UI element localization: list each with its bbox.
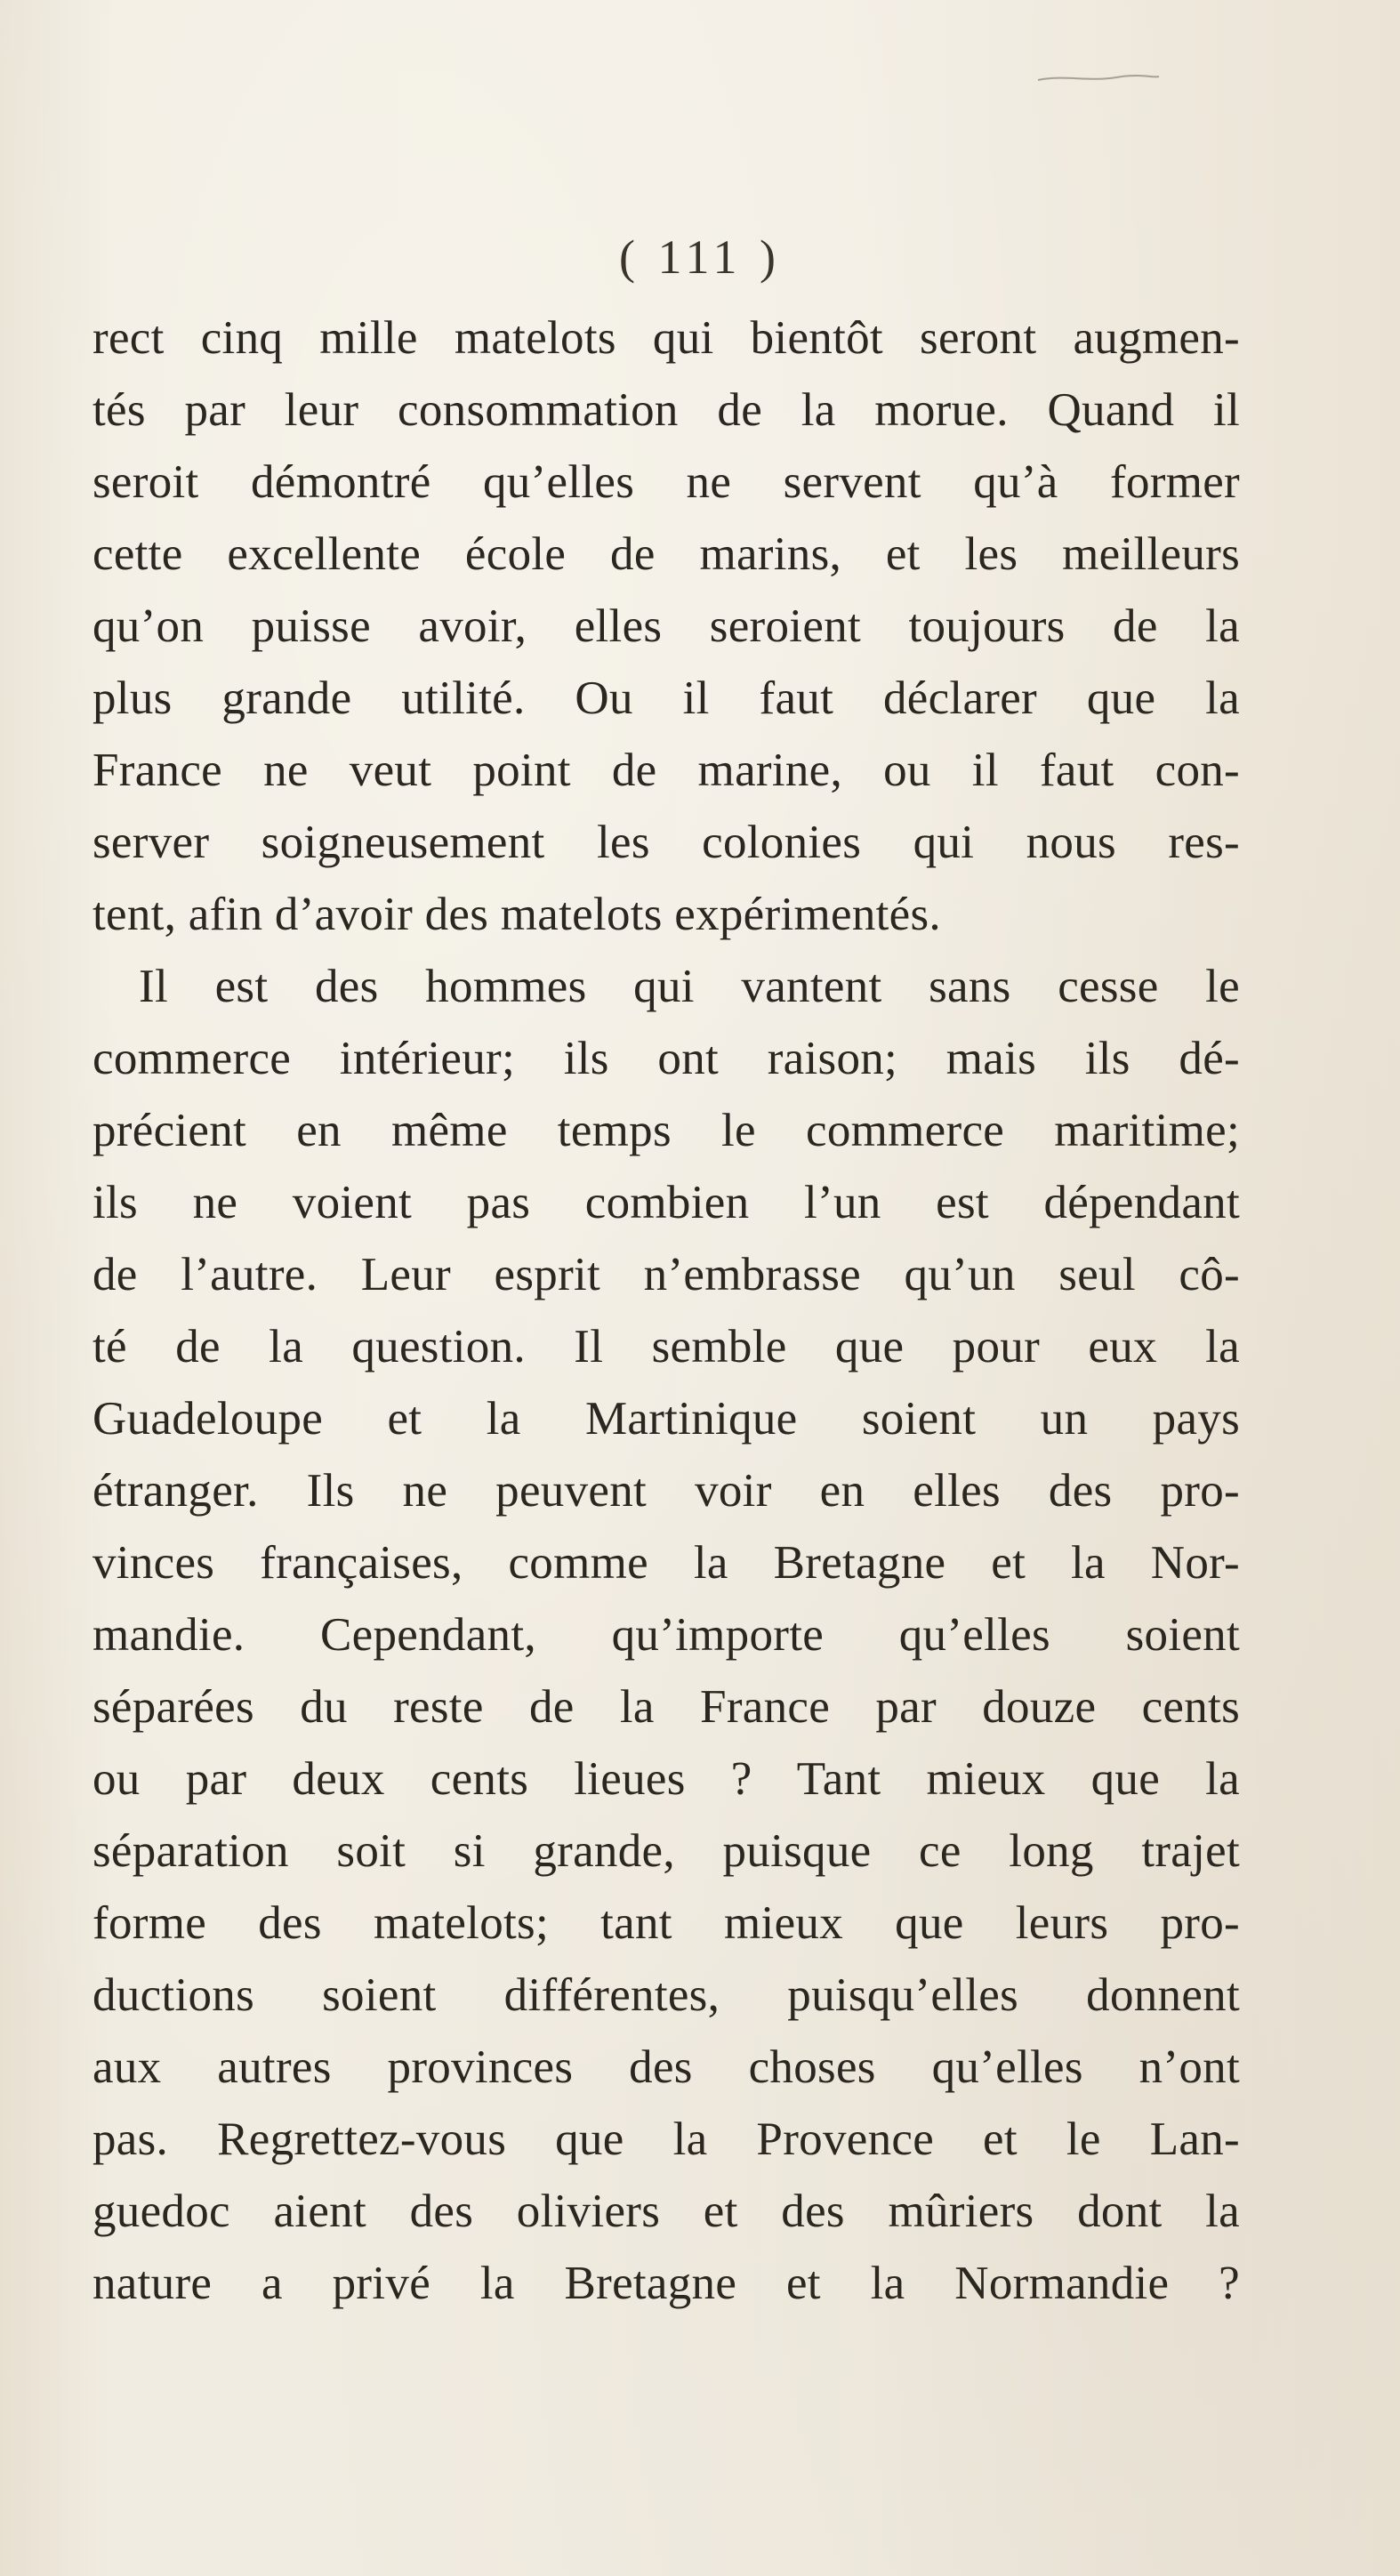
ink-smudge — [1036, 73, 1161, 84]
text-line: Guadeloupe et la Martinique soient un pays — [93, 1393, 1240, 1445]
text-line: ductions soient différentes, puisqu’elles donnent — [93, 1969, 1240, 2021]
text-line: commerce intérieur; ils ont raison; mais ils dé- — [93, 1033, 1240, 1084]
text-line: vinces françaises, comme la Bretagne et la Nor- — [93, 1537, 1240, 1589]
text-line: plus grande utilité. Ou il faut déclarer que la — [93, 672, 1240, 724]
text-line: guedoc aient des oliviers et des mûriers dont la — [93, 2186, 1240, 2237]
text-line: France ne veut point de marine, ou il faut con- — [93, 745, 1240, 796]
text-line: aux autres provinces des choses qu’elles n’ont — [93, 2041, 1240, 2093]
text-line: mandie. Cependant, qu’importe qu’elles soient — [93, 1609, 1240, 1661]
text-line: té de la question. Il semble que pour eux la — [93, 1321, 1240, 1373]
text-line: de l’autre. Leur esprit n’embrasse qu’un seul cô- — [93, 1249, 1240, 1300]
text-line: rect cinq mille matelots qui bientôt seront augmen- — [93, 312, 1240, 364]
text-line: ou par deux cents lieues ? Tant mieux que la — [93, 1753, 1240, 1805]
body-text — [93, 302, 1240, 2320]
text-line: seroit démontré qu’elles ne servent qu’à former — [93, 456, 1240, 508]
text-line: qu’on puisse avoir, elles seroient toujours de la — [93, 600, 1240, 652]
text-line: tent, afin d’avoir des matelots expérimentés. — [93, 889, 941, 940]
page-number: ( 111 ) — [619, 230, 781, 284]
text-line: étranger. Ils ne peuvent voir en elles des pro- — [93, 1465, 1240, 1517]
text-line: précient en même temps le commerce maritime; — [93, 1105, 1240, 1156]
text-line: pas. Regrettez-vous que la Provence et le Lan- — [93, 2113, 1240, 2165]
text-line: Il est des hommes qui vantent sans cesse le — [139, 961, 1240, 1012]
text-line: séparées du reste de la France par douze cents — [93, 1681, 1240, 1733]
text-line: nature a privé la Bretagne et la Normandie ? — [93, 2258, 1240, 2309]
text-line: ils ne voient pas combien l’un est dépendant — [93, 1177, 1240, 1228]
text-line: server soigneusement les colonies qui nous res- — [93, 817, 1240, 868]
text-line: forme des matelots; tant mieux que leurs pro- — [93, 1897, 1240, 1949]
text-line: tés par leur consommation de la morue. Quand il — [93, 384, 1240, 436]
text-line: séparation soit si grande, puisque ce long trajet — [93, 1825, 1240, 1877]
text-line: cette excellente école de marins, et les meilleurs — [93, 528, 1240, 580]
